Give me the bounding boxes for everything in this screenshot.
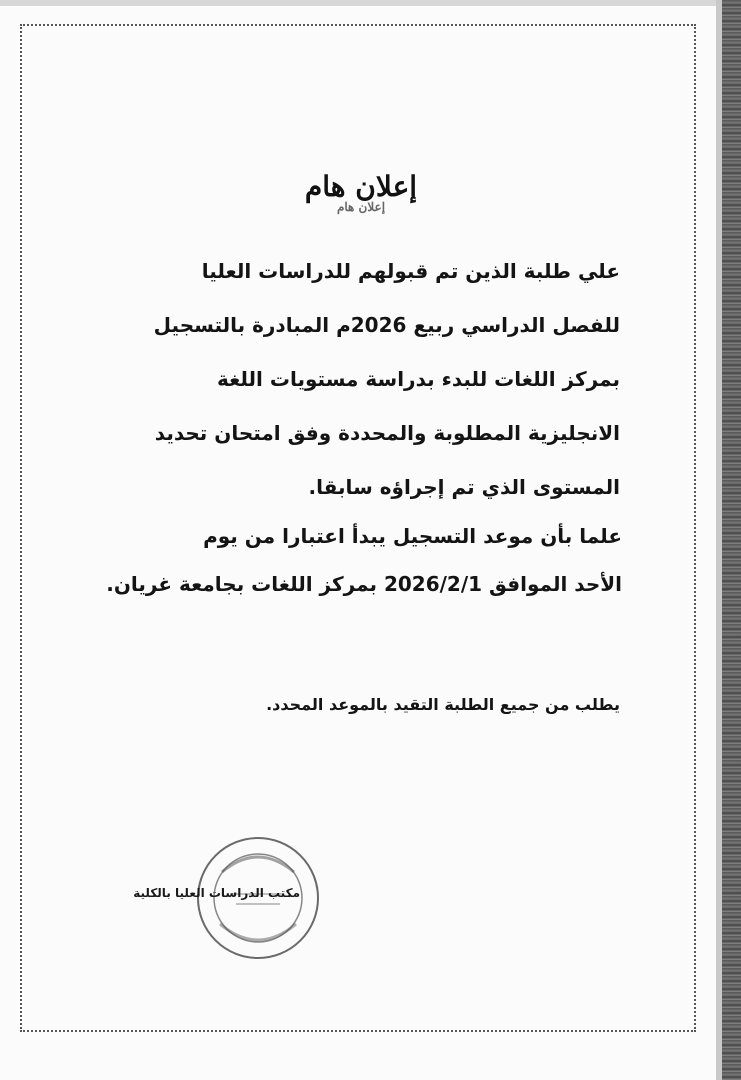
- page-right-edge: [722, 0, 741, 1080]
- paragraph-1-line: الانجليزية المطلوبة والمحددة وفق امتحان تحديد: [154, 421, 620, 445]
- announcement-title: إعلان هام: [304, 170, 418, 203]
- paragraph-1: [92, 244, 620, 514]
- announcement-title-echo: إعلان هام: [336, 200, 386, 214]
- paragraph-2: [106, 512, 622, 608]
- paragraph-2-line: الأحد الموافق 2026/2/1 بمركز اللغات بجامعة غريان.: [106, 572, 622, 596]
- signature-office: مكتب الدراسات العليا بالكلية: [133, 886, 300, 900]
- paragraph-1-line: بمركز اللغات للبدء بدراسة مستويات اللغة: [216, 367, 620, 391]
- paragraph-1-line: للفصل الدراسي ربيع 2026م المبادرة بالتسجيل: [153, 313, 620, 337]
- paragraph-3: [200, 690, 620, 720]
- page-top-edge: [0, 0, 722, 6]
- paragraph-2-line: علما بأن موعد التسجيل يبدأ اعتبارا من يوم: [203, 524, 622, 548]
- paragraph-1-line: المستوى الذي تم إجراؤه سابقا.: [308, 475, 620, 499]
- paragraph-3-line: يطلب من جميع الطلبة التقيد بالموعد المحدد.: [266, 695, 620, 714]
- paragraph-1-line: علي طلبة الذين تم قبولهم للدراسات العليا: [201, 259, 620, 283]
